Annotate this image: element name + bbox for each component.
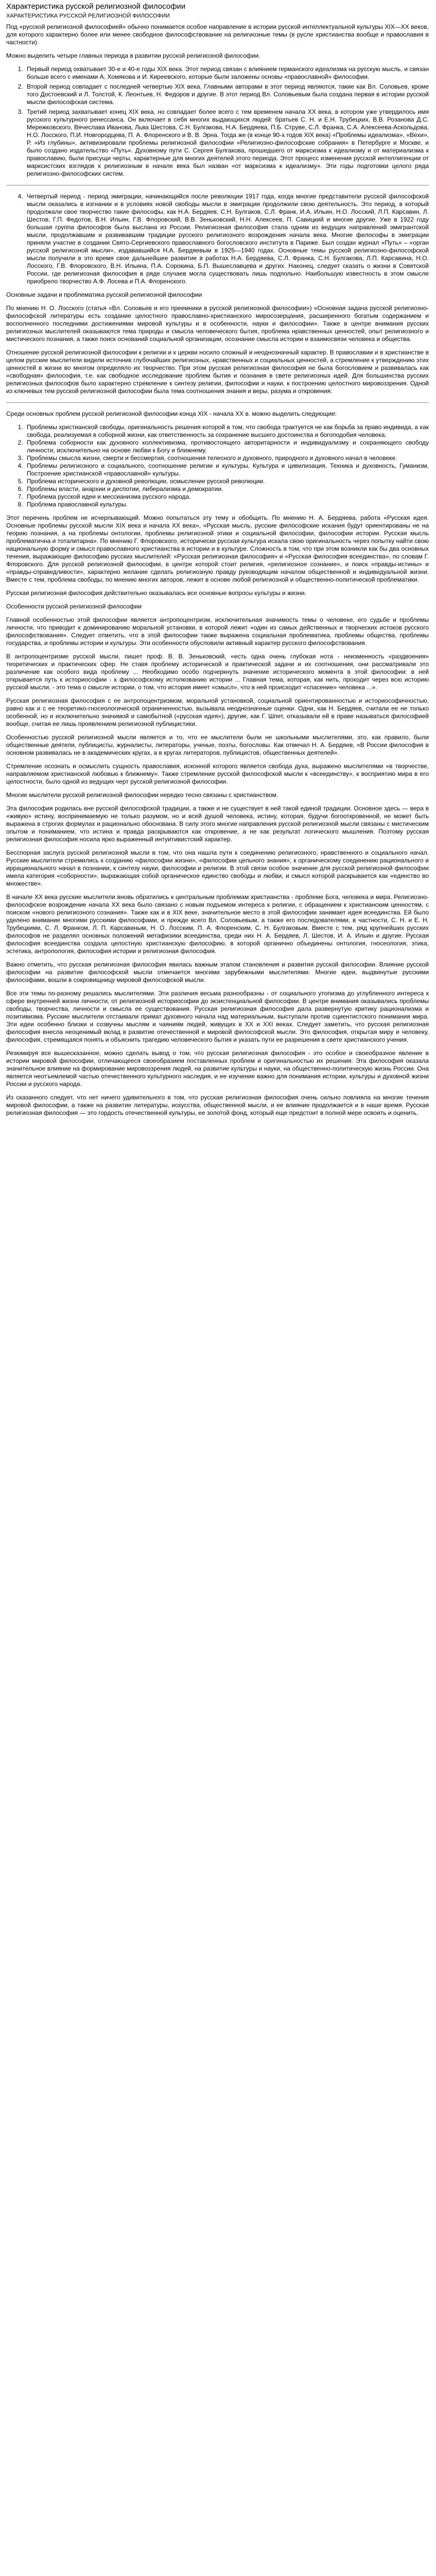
body-paragraph: Главной особенностью этой философии является антропоцентризм, исключительная значимость темы о человеке, его судьбе и проблемы личности, что приводит к доминированию моральной установки, в которой лежит «один из самых действенных и творческих истоков русского философствования». Следует отметить, что в этой философии также выражена социальная проблематика, проблемы общества, проблемы государства, и проблемы истории и культуры. Эти особенности обусловили активный характер русского философствования. bbox=[6, 616, 429, 647]
list-item: 2. Проблема соборности как духовного коллективизма, противостоящего авторитарности и индивидуализму и сохраняющего свободу личности, исключительно на основе любви к Богу и ближнему. bbox=[25, 439, 429, 454]
list-item: 3. Проблемы смысла жизни, смерти и бессмертия, соотношения телесного и духовного, природного и духовного начал в человеке. bbox=[25, 454, 429, 462]
intro-paragraph: Под «русской религиозной философией» обычно понимается особое направление в истории русской интеллектуальной культуры XIX—XX веков, для которого характерно более или менее свободное философствование на религиозные темы (в русле христианства вообще и православия в частности). bbox=[6, 23, 429, 46]
body-paragraph: Резюмируя все вышесказанное, можно сделать вывод о том, что русская религиозная философия - это особое и своеобразное явление в истории мировой философии, отличающееся своеобразием поставленных проблем и оригинальностью их решения. Эта философия оказала значительное влияние на формирование мировоззрения людей, на развитие культуры и науки, на общественно-политическую жизнь России. Она является неотъемлемой частью отечественного культурного наследия, и ее изучение важно для понимания истории, культуры и духовной жизни России и русского народа. bbox=[6, 1049, 429, 1088]
list-item: 4. Проблемы религиозного и социального, соотношение религии и культуры, Культура и цивилизация, Техника и духовность, Гуманизм, Построение христианской «православной» культуры. bbox=[25, 462, 429, 478]
section-heading: Особенности русской религиозной философии bbox=[6, 603, 142, 610]
page-subtitle: ХАРАКТЕРИСТИКА РУССКОЙ РЕЛИГИОЗНОЙ ФИЛОСОФИИ bbox=[6, 13, 170, 19]
body-paragraph: Отношение русской религиозной философии к религии и к церкви носило сложный и неоднозначный характер. В православии и в христианстве в целом русские мыслители видели источник глубочайших религиозных, нравственных и социальных ценностей, а стремление к утверждению этих ценностей в жизни во многом определяло их творчество. При этом русская религиозная философия не была богословием и развивалась как «свободная» философия, т.е. как свободное исследование проблем бытия и познания в свете религиозных идей. Для большинства русских религиозных философов было характерно стремление к синтезу религии, философии и науки, к построению целостного мировоззрения. Одной из ключевых тем русской религиозной философии была тема соотношения знания и веры, разума и откровения. bbox=[6, 349, 429, 395]
body-paragraph: Особенностью русской религиозной мысли является и то, что ее мыслители были не школьными мыслителями, это, как правило, были общественные деятели, публицисты, журналисты, литераторы, ученые, поэты, богословы. Как отмечал Н. А. Бердяев, «В России философия в основном развивалась не в академических кругах, а в кругах литераторов, публицистов, общественных деятелей». bbox=[6, 734, 429, 756]
periods-list bbox=[6, 65, 429, 178]
body-paragraph: Все эти темы по-разному решались мыслителями. Эти различия весьма разнообразны - от социального утопизма до углубленного интереса к сфере внутренней жизни личности, от религиозной историософии до экзистенциальной философии. В центре внимания оказывались проблемы свободы, творчества, личности и смысла ее существования. Русская религиозная философия дала развернутую критику рационализма и позитивизма. Русские мыслители отстаивали примат духовного начала над материальным, выступали против сциентистского понимания мира. Эти идеи особенно близки и созвучны мыслям и чаяниям людей, живущих в XX и XXI веках. Следует заметить, что русская религиозная философия внесла неоценимый вклад в развитие отечественной и мировой философской мысли. Это философия, открытая миру и человеку, философия, стремящаяся понять и объяснить трагедию человеческого бытия и указать пути ее разрешения в свете христианского учения. bbox=[6, 990, 429, 1043]
body-paragraph: Русская религиозная философия с ее антропоцентризмом, моральной установкой, социальной ориентированностью и историософичностью, равно как и с ее теоретико-гносеологической ограниченностью, вызывала неоднозначные оценки. Одни, как Н. Бердяев, считали ее не только особенной, но и исключительно значимой и самобытной («русская идея»), другие, как Г. Шпет, отказывали ей в праве называться философией вообще, считая ее лишь проявлением религиозной публицистики. bbox=[6, 697, 429, 727]
list-item: 5. Проблема исторического и духовной революции, осмысление русской революции. bbox=[25, 478, 429, 485]
section-heading: Основные задачи и проблематика русской религиозной философии bbox=[6, 291, 202, 298]
list-item: 8. Проблема православной культуры. bbox=[25, 501, 429, 509]
list-item: 1. Проблемы христианской свободы, оригинальность решения которой в том, что свобода трактуется не как борьба за право индивида, а как свобода, реализуемая в соборной жизни, как ответственность за сохранение высшего достоинства и богоподобия человека. bbox=[25, 423, 429, 439]
document-page bbox=[0, 0, 436, 1133]
list-item: 6. Проблемы власти, анархии и деспотии, либерализма и демократии. bbox=[25, 485, 429, 493]
body-paragraph: В антропоцентризме русской мысли, пишет проф. В. В. Зеньковский, «есть одна очень глубокая нота - неизменность «раздвоения» теоретических и практических сфер. Не ставя проблему исторической и практической задачи и их соотношения, они рассматривали это различение как особого вида проблему ... Необходимо особо подчеркнуть значение исторического момента в этой философии: в ней открывается путь к историософии - к философскому истолкованию истории ... Главная тема, которая, как нить, проходит через всю историю русской мысли, - это тема о смысле истории, о том, что история имеет «смысл», что в ней происходит «спасение» человека ...». bbox=[6, 653, 429, 691]
body-paragraph: По мнению Н. О. Лосского (статья «Вл. Соловьев и его преемники в русской религиозной философии») «Основная задача русской религиозно-философской литературы есть создание целостного православно-христианского миросозерцания, расширенного богатым содержанием и восполненного последними достижениями мировой культуры и в особенности, науки и философии». Также в центре внимания русских религиозных мыслителей оказываются тема природы и смысла человеческого бытия, проблема нравственных ценностей, опыт религиозного и мистического познания, а также поиск оснований социальной организации, осознание смысла истории и взаимосвязи человека и общества. bbox=[6, 304, 429, 343]
intro-paragraph: Можно выделить четыре главных периода в развитии русской религиозной философии. bbox=[6, 52, 260, 59]
list-item: 2. Второй период совпадает с последней четвертью XIX века. Главными авторами в этот период являются, такие как Вл. Соловьев, кроме того Достоевский и Л. Толстой, К. Леонтьев, Н. Федоров и другие. В этот период Вл. Соловьевым была создана первая в истории русской мысли философская система. bbox=[25, 83, 429, 106]
body-paragraph: В начале XX века русские мыслители вновь обратились к центральным проблемам христианства - проблеме Бога, человека и мира. Религиозно-философское возрождение начала XX века было связано с новым подъемом интереса к религии, с обращением к христианским ценностям, с поиском «нового религиозного сознания». Также как и в XIX веке, значительное место в этой философии занимает идея всеединства. Ей было уделено внимание многими русскими философами, и прежде всего Вл. Соловьевым, а также его последователями, в частности, С. Н. и Е. Н. Трубецкими, С. Л. Франком, Л. П. Карсавиным, Н. О. Лосским, П. А. Флоренским, С. Н. Булгаковым. Вместе с тем, ряд крупнейших русских философов не разделял основных положений метафизики всеединства, среди них Н. А. Бердяев, Л. Шестов, И. А. Ильин и другие. Русская философия всеединства создала целостную христианскую философию, в которой органично объединены онтология, гносеология, этика, эстетика, антропология, философия истории и религиозная философия. bbox=[6, 893, 429, 955]
list-item: 3. Третий период захватывает конец XIX века, но совпадает более всего с тем временем начала XX века, в котором уже утвердилось имя русского культурного ренессанса. Он включает в себя многих выдающихся людей: братьев С. Н. и Е.Н. Трубецких, В.В. Розанова Д.С. Мережковского, Вячеслава Иванова, Льва Шестова, С.Н. Булгакова, Н.А. Бердяева, П.Б. Струве, С.Л. Франка, С.А. Алексеева-Аскольдова, Н.О. Лосского, П.И. Новгородцева, П. А. Флоренского и В. В. Эрна. Тогда же (в конце 90-х годов XIX века) «Проблемы идеализма», «Вехи», Р. «Из глубины», активизировали проблемы религиозной философии «Религиозно-философские собрания» в Петербурге и Москве, и было создано издательство «Путь». Духовному пути С. Сергея Булгакова, прошедшего от марксизма к идеализму и от материализма к православию, были присущи черты, характерные для многих деятелей этого периода. Этот процесс изменения русской интеллигенции от марксистских взглядов к религиозным в начале века был назван «от марксизма к идеализму». Эти годы подготовки целого ряда религиозно-философских систем. bbox=[25, 108, 429, 178]
list-item: 1. Первый период охватывает 30-е и 40-е годы XIX века. Этот период связан с влиянием германского идеализма на русскую мысль, и связан больше всего с именами А. Хомякова и И. Киреевского, которые были заложены основы «православной» философии. bbox=[25, 65, 429, 81]
problems-list bbox=[6, 423, 429, 509]
body-paragraph: Этот перечень проблем не исчерпывающий. Можно попытаться эту тему и обобщить. По мнению Н. А. Бердяева, работа «Русская идея. Основные проблемы русской мысли XIX века и начала XX века», «Русская мысль, русские философские искания будут ориентированы не на теорию познания, а на проблемы онтологии, проблемы религиозной этики и социальной философии, философии истории. Русская мысль проблематична и тоталитарна». По мнению Г. Флоровского, исторически русская культура искала свою оригинальность через попытку найти свою национальную форму и смысл православного христианства в истории и в культуре. Сложность в том, что при этом возникли как бы два основных течения, выражающие философию русских мыслителей: «Русская религиозная философия» и «Русская философия всеединства», по словам Г. Флоровского. Для русской религиозной философии, в центре которой стоит религия, «религиозное сознание», и поиск «правды-истины» и «правды-справедливости», характерно желание сделать религиозную правду руководящим началом общественной и индивидуальной жизни. Вместе с тем, проблема свободы, по мнению многих авторов, лежит в основе любой религиозной и общественно-политической проблематики. bbox=[6, 514, 429, 583]
body-paragraph: Важно отметить, что русская религиозная философия явилась важным этапом становления и развития русской философии. Влияние русской философии на развитие философской мысли отмечается многими зарубежными мыслителями. Многие идеи, выдвинутые русскими философами, вошли в сокровищницу мировой философской мысли. bbox=[6, 961, 429, 984]
list-item: 4. Четвертый период - период эмиграции, начинающийся после революции 1917 года, когда многие представители русской философской мысли оказались в изгнании и в условиях новой свободы мысли в эмиграции продолжили свою деятельность. Это период, в который продолжали свое творчество такие философы, как Н.А. Бердяев, С.Н. Булгаков, С.Л. Франк, И.А. Ильин, Н.О. Лосский, Л.П. Карсавин, Л. Шестов, Г.П. Федотов, В.Н. Ильин, Г.В. Флоровский, В.В. Зеньковский, Н.Н. Алексеев, П. Савицкий и многие другие. Уже в 1922 году большая группа философов была выслана из России. Религиозная философия стала одним из ведущих направлений эмигрантской мысли, продолжавшим и развивавшим традиции русского религиозного возрождения начала века. Многие философы в эмиграции приняли участие в создании Свято-Сергиевского православного богословского института в Париже. Был создан журнал «Путь» – «орган русской религиозной мысли», издававшийся Н.А. Бердяевым в 1925—1940 годах. Основные темы русской религиозно-философской мысли получили в это время свое дальнейшее развитие в работах Н.А. Бердяева, С.Л. Франка, С.Н. Булгакова, Л.П. Карсавина, Н.О. Лосского, Г.В. Флоровского, В.Н. Ильина, П.А. Сорокина, Б.П. Вышеславцева и других. Наконец, следует сказать о жизни в Советской России, где религиозная философия в ряде случаев могла существовать лишь подпольно. Наибольшую известность в этом смысле приобрело творчество А.Ф. Лосева и П.А. Флоренского. bbox=[25, 193, 429, 285]
body-paragraph: Русская религиозная философия действительно оказывалась все основные вопросы культуры и жизни. bbox=[6, 589, 306, 597]
list-item: 7. Проблема русской идеи и мессианизма русского народа. bbox=[25, 493, 429, 501]
body-paragraph: Многие мыслители русской религиозной философии нередко тесно связаны с христианством. bbox=[6, 791, 278, 799]
body-paragraph: Эта философия родилась вне русской философской традиции, а также и не существует в ней такой единой традиции. Основное здесь — вера в «живую» истину, воспринимаемую не только разумом, но и всей душой человека, истину, которая, будучи богооткровенной, не может быть выражена в строгих формулах и рационально обоснована. В силу этого многие направления русской религиозной мысли связаны с мистическим опытом и пониманием, что истина и правда раскрываются как откровение, а не как результат логического мышления. Поэтому русская религиозная философия носила ярко выраженный интуитивистский характер. bbox=[6, 805, 429, 843]
body-paragraph: Бесспорная заслуга русской религиозной мысли в том, что она нашла пути к соединению религиозного, нравственного и социального начал. Русские мыслители стремились к созданию «философии жизни», «философии цельного знания», к органическому соединению рационального и иррационального начал в познании, к синтезу науки, философии и религии. В этой связи особое значение для русской религиозной философии имела категория «соборности», выражающая собой органическое единство свободы и любви, и смысл которой раскрывается как «единство во множестве». bbox=[6, 849, 429, 887]
body-paragraph: Из сказанного следует, что нет ничего удивительного в том, что русская религиозная философия очень сильно повлияла на многие течения мировой философии, а также на развитие литературы, искусства, общественной мысли, и ее влияние продолжается и в наше время. Русская религиозная философия — это гордость отечественной культуры, ее золотой фонд, который еще предстоит в полной мере освоить и оценить. bbox=[6, 1094, 429, 1116]
page-title: Характеристика русской религиозной философии bbox=[6, 2, 186, 11]
problems-heading: Среди основных проблем русской религиозной философии конца XIX - начала XX в. можно выделить следующие: bbox=[6, 410, 337, 417]
divider bbox=[6, 402, 429, 403]
periods-list-continued bbox=[6, 193, 429, 285]
body-paragraph: Стремление осознать и осмыслить сущность православия, исконной которого является свобода духа, выражено мыслителями «в творчестве, направляемом христианской любовью к ближнему». Также стремление русской философской мысли к «всеединству», к восприятию мира в его целостности, было одной из ведущих черт русской религиозной философии. bbox=[6, 762, 429, 785]
